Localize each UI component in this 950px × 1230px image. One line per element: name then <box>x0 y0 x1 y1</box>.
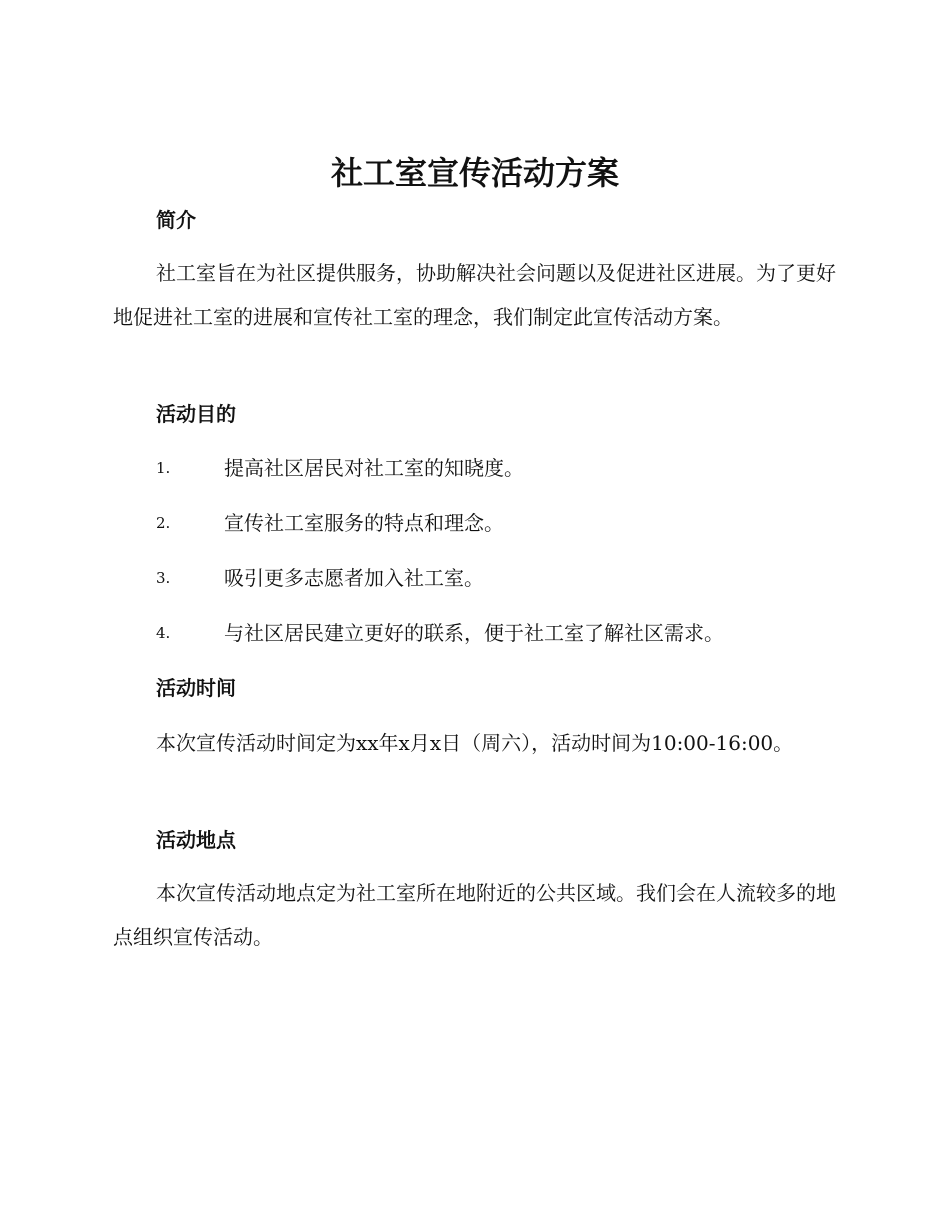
section-heading-location: 活动地点 <box>156 828 236 852</box>
list-item-text: 吸引更多志愿者加入社工室。 <box>224 566 484 590</box>
list-item-number: 1. <box>156 459 171 477</box>
list-item-number: 2. <box>156 514 171 532</box>
document-title: 社工室宣传活动方案 <box>330 154 619 192</box>
section-body-intro: 社工室旨在为社区提供服务，协助解决社会问题以及促进社区进展。为了更好地促进社工室的进展和宣传社工室的理念，我们制定此宣传活动方案。 <box>113 261 836 329</box>
section-body-location: 本次宣传活动地点定为社工室所在地附近的公共区域。我们会在人流较多的地点组织宣传活动。 <box>113 881 836 949</box>
list-item-number: 3. <box>156 569 171 587</box>
list-item-number: 4. <box>156 624 171 642</box>
section-heading-intro: 简介 <box>156 208 196 232</box>
list-item-text: 宣传社工室服务的特点和理念。 <box>224 511 504 535</box>
section-heading-time: 活动时间 <box>156 676 236 700</box>
section-heading-purpose: 活动目的 <box>156 402 236 426</box>
list-item-text: 与社区居民建立更好的联系，便于社工室了解社区需求。 <box>224 621 724 645</box>
list-item-text: 提高社区居民对社工室的知晓度。 <box>224 456 524 480</box>
section-body-time: 本次宣传活动时间定为xx年x月x日（周六），活动时间为10:00-16:00。 <box>156 731 794 755</box>
